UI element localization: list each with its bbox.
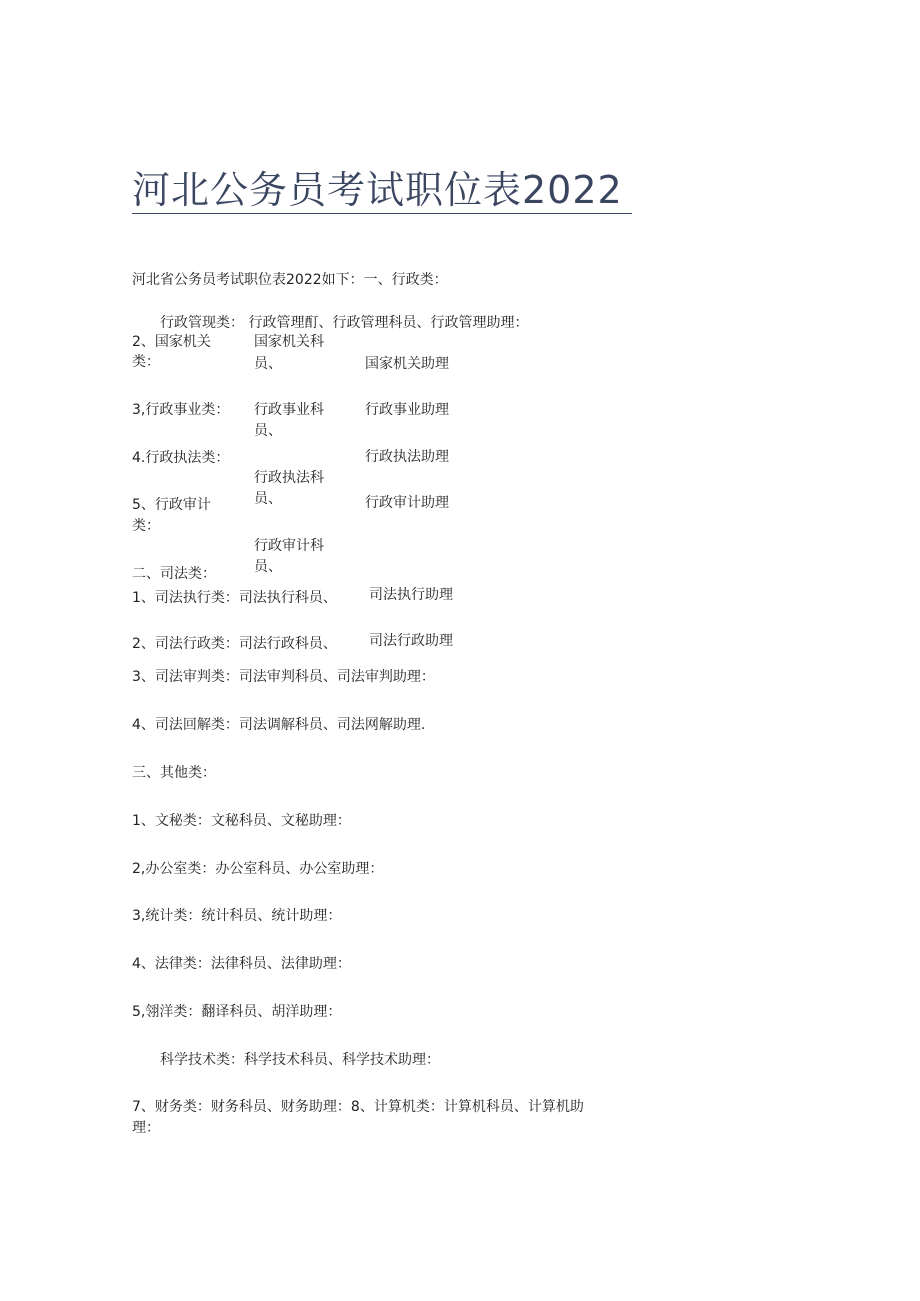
page-title: 河北公务员考试职位表2022	[132, 168, 623, 212]
admin-cat-3-right: 行政事业助理	[365, 402, 449, 418]
admin-cat-3-mid: 行政事业科	[254, 402, 324, 418]
judicial-item-1-right: 司法执行助理	[369, 587, 453, 603]
judicial-heading: 二、司法类：	[132, 566, 216, 582]
admin-cat-2-label-cont: 类：	[132, 354, 160, 370]
admin-cat-2-mid: 国家机关科	[254, 334, 324, 350]
other-item-5: 5,翎洋类：翻译科员、胡洋助理：	[132, 1004, 342, 1020]
admin-cat-4-label: 4.行政执法类：	[132, 450, 230, 466]
other-item-1: 1、文秘类：文秘科员、文秘助理：	[132, 813, 351, 829]
other-item-3: 3,统计类：统计科员、统计助理：	[132, 908, 342, 924]
other-heading: 三、其他类：	[132, 765, 216, 781]
admin-cat-4-right: 行政执法助理	[365, 449, 449, 465]
other-item-2: 2,办公室类：办公室科员、办公室助理：	[132, 861, 384, 877]
admin-cat-3-mid-cont: 员、	[254, 423, 282, 439]
admin-cat-2-right: 国家机关助理	[365, 356, 449, 372]
admin-cat-4-mid-cont: 员、	[254, 491, 282, 507]
admin-cat-5-label-cont: 类：	[132, 518, 160, 534]
intro-text: 河北省公务员考试职位表2022如下：一、行政类：	[132, 272, 448, 288]
title-underline	[132, 213, 632, 214]
admin-cat-4-mid: 行政执法科	[254, 470, 324, 486]
other-item-4: 4、法律类：法律科员、法律助理：	[132, 956, 351, 972]
other-item-7-cont: 理：	[132, 1120, 160, 1136]
admin-cat-2-mid-cont: 员、	[254, 356, 282, 372]
judicial-item-3: 3、司法审判类：司法审判科员、司法审判助理：	[132, 669, 435, 685]
admin-line-1: 行政管现类： 行政管理酊、行政管理科员、行政管理助理：	[160, 315, 529, 331]
admin-cat-2-label: 2、国家机关	[132, 334, 211, 350]
admin-cat-3-label: 3,行政事业类：	[132, 402, 230, 418]
judicial-item-1: 1、司法执行类：司法执行科员、	[132, 590, 337, 606]
judicial-item-4: 4、司法回解类：司法调解科员、司法网解助理.	[132, 717, 426, 733]
admin-cat-5-mid-cont: 员、	[254, 559, 282, 575]
other-item-6: 科学技术类：科学技术科员、科学技术助理：	[160, 1052, 440, 1068]
admin-cat-5-mid: 行政审计科	[254, 538, 324, 554]
admin-cat-5-right: 行政审计助理	[365, 495, 449, 511]
judicial-item-2: 2、司法行政类：司法行政科员、	[132, 636, 337, 652]
other-item-7: 7、财务类：财务科员、财务助理：8、计算机类：计算机科员、计算机助	[132, 1099, 584, 1115]
judicial-item-2-right: 司法行政助理	[369, 633, 453, 649]
admin-cat-5-label: 5、行政审计	[132, 497, 211, 513]
